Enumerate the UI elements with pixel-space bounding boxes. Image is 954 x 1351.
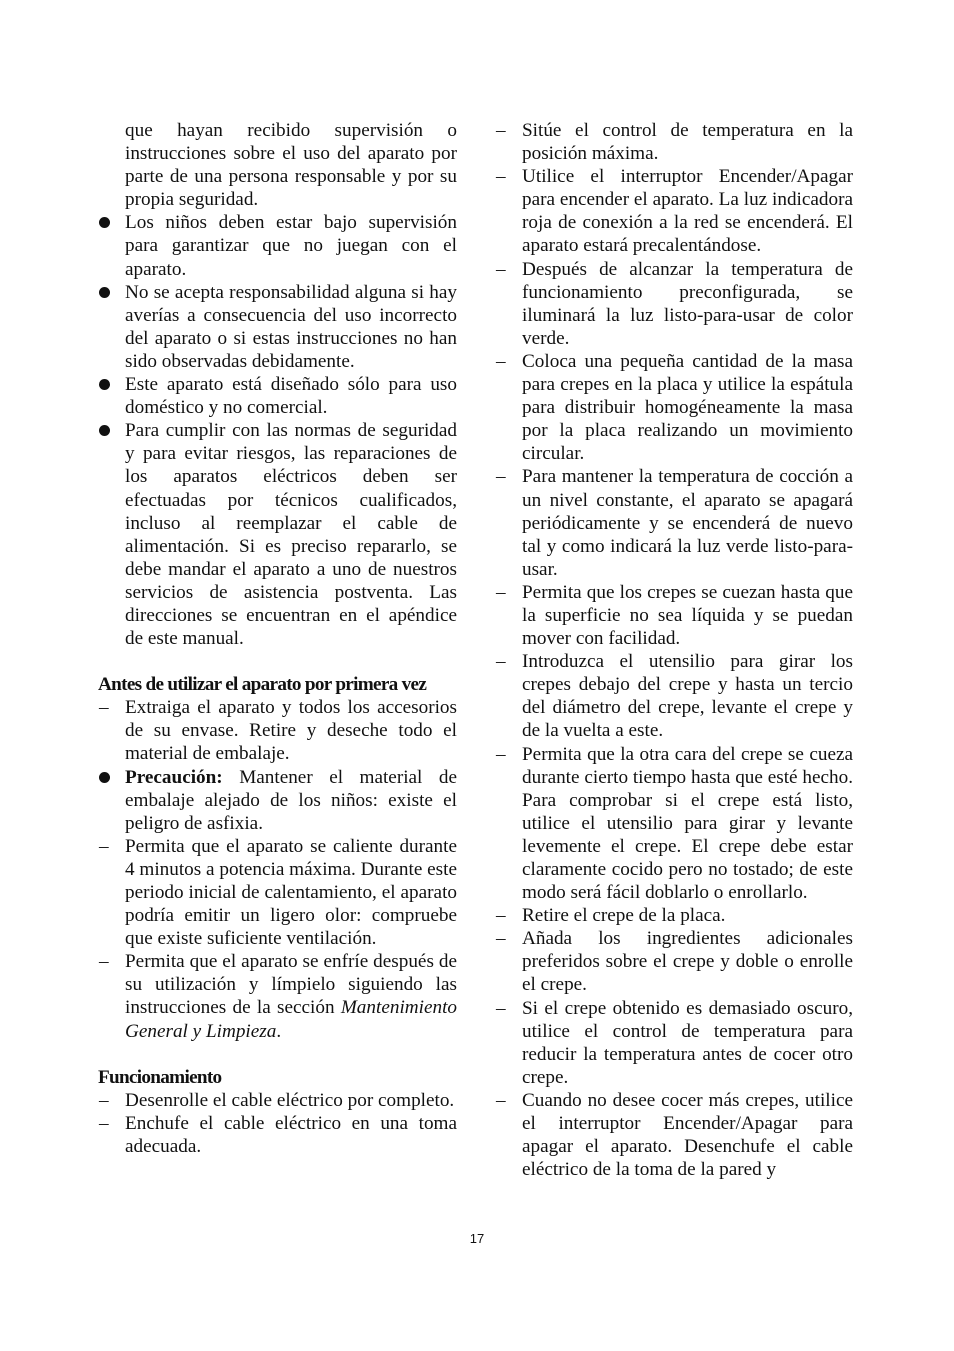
bullet-icon [99,425,110,436]
dash-item-text: Introduzca el utensilio para girar los crepes debajo del crepe y hasta un tercio del diámetro del crepe, levante el crepe y de la vuelta a este. [522,651,853,742]
bullet-item [98,281,457,373]
continuation-paragraph [98,119,457,211]
dash-marker: – [496,651,506,673]
bullet-icon [99,772,110,783]
dash-item-text: Utilice el interruptor Encender/Apagar para encender el aparato. La luz indicadora roja de conexión a la red se encenderá. El aparato estará precalentándose. [522,166,853,257]
dash-item [495,165,853,257]
dash-item [495,927,853,996]
dash-item-text: Permita que el aparato se caliente durante 4 minutos a potencia máxima. Durante este periodo inicial de calentamiento, el aparato podría emitir un ligero olor: compruebe que existe suficiente ventilación. [125,835,457,950]
dash-marker: – [496,997,506,1019]
dash-marker: – [99,951,109,973]
dash-marker: – [99,1112,109,1134]
dash-item-text: Enchufe el cable eléctrico en una toma adecuada. [125,1112,457,1157]
dash-item-text: Cuando no desee cocer más crepes, utilice el interruptor Encender/Apagar para apagar el aparato. Desenchufe el cable eléctrico de la toma de la pared y [522,1089,853,1181]
dash-marker: – [496,905,506,927]
dash-marker: – [99,697,109,719]
paragraph-text: que hayan recibido supervisión o instrucciones sobre el uso del aparato por parte de una persona responsable y por su propia seguridad. [125,120,457,211]
bullet-icon [99,379,110,390]
section-reference: Mantenimiento General y Limpieza [125,997,457,1042]
section-heading-operation: Funcionamiento [98,1066,222,1088]
dash-item [495,581,853,650]
section-heading-first-use: Antes de utilizar el aparato por primera vez [98,674,427,696]
bullet-icon [99,217,110,228]
bullet-text: Este aparato está diseñado sólo para uso doméstico y no comercial. [125,374,457,419]
dash-item-text: Extraiga el aparato y todos los accesorios de su envase. Retire y deseche todo el material de embalaje. [125,697,457,765]
bullet-item [98,211,457,280]
dash-marker: – [496,120,506,141]
left-column [98,119,457,1158]
dash-item [495,258,853,350]
dash-item-text: Retire el crepe de la placa. [522,905,726,927]
dash-marker: – [99,835,109,857]
dash-item [495,650,853,742]
dash-item-text: Permita que la otra cara del crepe se cueza durante cierto tiempo hasta que esté hecho. Para comprobar si el crepe está listo, utilice el utensilio para girar y levante levemente el crepe. El crepe debe estar claramente cocido pero no tostado; de este modo será fácil doblarlo o enrollarlo. [522,743,853,904]
caution-label: Precaución: [125,766,223,788]
bullet-item [98,419,457,650]
dash-marker: – [496,581,506,603]
dash-item [98,1089,457,1112]
dash-item-text-end: . [276,1020,282,1042]
dash-marker: – [496,1089,506,1111]
dash-marker: – [99,1089,109,1111]
dash-marker: – [496,166,506,188]
dash-item-text: Permita que el aparato se enfríe después de su utilización y límpielo siguiendo las instrucciones de la sección [125,951,457,1019]
dash-item-text: Si el crepe obtenido es demasiado oscuro, utilice el control de temperatura para reducir la temperatura antes de cocer otro crepe. [522,997,853,1088]
bullet-text: Para cumplir con las normas de seguridad y para evitar riesgos, las reparaciones de los aparatos eléctricos deben ser efectuadas por técnicos cualificados, incluso al reemplazar el cable de alimentación. Si es preciso repararlo, se debe mandar el aparato a uno de nuestros servicios de asistencia postventa. Las direcciones se encuentran en el apéndice de este manual. [125,420,457,650]
dash-item-text: Sitúe el control de temperatura en la posición máxima. [522,120,853,165]
bullet-text: No se acepta responsabilidad alguna si hay averías a consecuencia del uso incorrecto del aparato o si estas instrucciones no han sido observadas debidamente. [125,281,457,372]
dash-item [98,696,457,765]
dash-item-text: Después de alcanzar la temperatura de funcionamiento preconfigurada, se iluminará la luz listo-para-usar de color verde. [522,258,853,349]
dash-item [495,1089,853,1181]
page-number: 17 [469,1231,485,1246]
right-column [495,119,853,1181]
dash-item [495,350,853,465]
dash-item [98,1112,457,1158]
dash-marker: – [496,928,506,950]
bullet-text: Los niños deben estar bajo supervisión para garantizar que no juegan con el aparato. [125,212,457,280]
dash-marker: – [496,466,506,488]
bullet-item [98,373,457,419]
dash-marker: – [496,258,506,280]
caution-item [98,766,457,835]
dash-item [495,465,853,580]
dash-item-text: Permita que los crepes se cuezan hasta que la superficie no sea líquida y se puedan mover con facilidad. [522,581,853,650]
dash-item-text: Para mantener la temperatura de cocción a un nivel constante, el aparato se apagará periódicamente y se encenderá de nuevo tal y como indicará la luz verde listo-para-usar. [522,466,853,580]
bullet-icon [99,287,110,298]
dash-item-text: Añada los ingredientes adicionales preferidos sobre el crepe y doble o enrolle el crepe. [522,928,853,996]
dash-marker: – [496,743,506,765]
dash-item-text: Desenrolle el cable eléctrico por completo. [125,1089,455,1111]
dash-item [495,997,853,1089]
dash-item [495,904,853,927]
caution-text: Mantener el material de embalaje alejado de los niños: existe el peligro de asfixia. [125,766,457,834]
dash-item [495,119,853,165]
dash-item-text: Coloca una pequeña cantidad de la masa para crepes en la placa y utilice la espátula para distribuir homogéneamente la masa por la placa realizando un movimiento circular. [522,350,853,465]
dash-item [98,835,457,950]
dash-item [495,743,853,905]
dash-item [98,950,457,1042]
dash-marker: – [496,350,506,372]
